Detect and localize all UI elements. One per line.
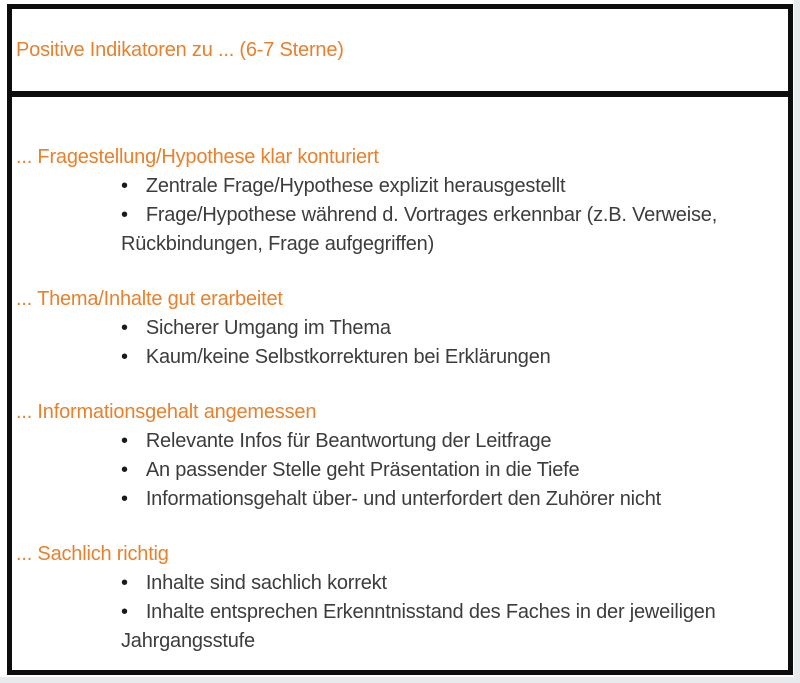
indicator-section: [16, 285, 784, 372]
bullet-item: [16, 172, 784, 201]
title-cell: [12, 9, 788, 97]
bullet-item: [16, 427, 784, 456]
bullet-text: Informationsgehalt über- und unterfordert den Zuhörer nicht: [145, 488, 661, 510]
page-edge-bottom: [0, 677, 800, 683]
rubric-table: [7, 4, 793, 675]
bullet-item: [16, 569, 784, 598]
bullet-text: Sicherer Umgang im Thema: [145, 317, 391, 339]
bullet-item: [16, 314, 784, 343]
bullet-icon: •: [121, 430, 128, 452]
bullet-icon: •: [121, 175, 128, 197]
bullet-icon: •: [121, 601, 128, 623]
section-heading: ... Thema/Inhalte gut erarbeitet: [16, 288, 283, 310]
bullet-text: Inhalte entsprechen Erkenntnisstand des Faches in der jeweiligen Jahrgangsstufe: [121, 601, 716, 652]
bullet-icon: •: [121, 204, 128, 226]
bullet-text: Relevante Infos für Beantwortung der Leitfrage: [145, 430, 552, 452]
bullet-text: Inhalte sind sachlich korrekt: [145, 572, 387, 594]
bullet-item: [16, 343, 784, 372]
bullet-icon: •: [121, 346, 128, 368]
bullet-item: [16, 456, 784, 485]
bullet-list: [16, 172, 784, 259]
bullet-text: Zentrale Frage/Hypothese explizit herausgestellt: [145, 175, 566, 197]
bullet-icon: •: [121, 572, 128, 594]
bullet-icon: •: [121, 488, 128, 510]
bullet-icon: •: [121, 317, 128, 339]
bullet-list: [16, 314, 784, 372]
bullet-icon: •: [121, 459, 128, 481]
bullet-text: An passender Stelle geht Präsentation in die Tiefe: [145, 459, 580, 481]
bullet-list: [16, 427, 784, 514]
section-heading: ... Informationsgehalt angemessen: [16, 401, 317, 423]
section-heading: ... Fragestellung/Hypothese klar konturiert: [16, 146, 379, 168]
bullet-text: Kaum/keine Selbstkorrekturen bei Erklärungen: [145, 346, 551, 368]
bullet-list: [16, 569, 784, 656]
indicator-section: [16, 540, 784, 656]
content-cell: [12, 97, 788, 656]
indicator-section: [16, 143, 784, 259]
page-edge-right: [794, 0, 800, 683]
page-title: Positive Indikatoren zu ... (6-7 Sterne): [16, 39, 344, 61]
bullet-item: [16, 485, 784, 514]
indicator-section: [16, 398, 784, 514]
bullet-text: Frage/Hypothese während d. Vortrages erkennbar (z.B. Verweise, Rückbindungen, Frage aufgegriffen): [121, 204, 718, 255]
section-heading: ... Sachlich richtig: [16, 543, 169, 565]
bullet-item: [16, 201, 784, 259]
bullet-item: [16, 598, 784, 656]
